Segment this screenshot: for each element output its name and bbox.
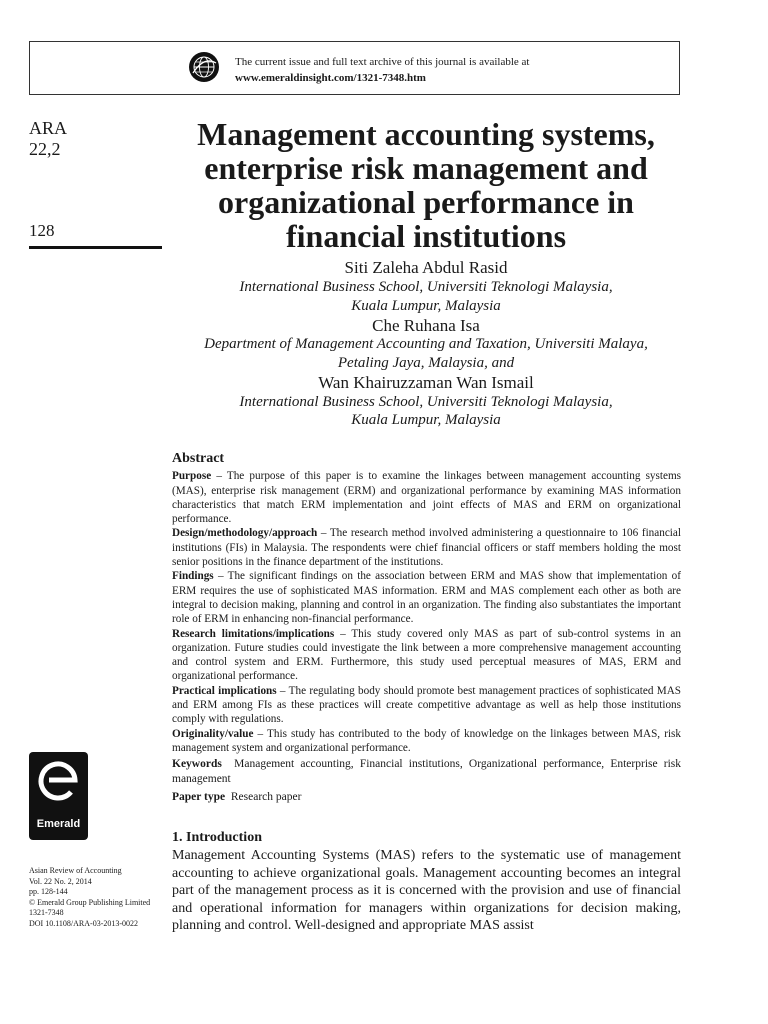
citation-line: Vol. 22 No. 2, 2014 (29, 876, 92, 886)
page-number: 128 (29, 221, 55, 240)
abstract-purpose (172, 469, 681, 526)
abstract-text: – This study covered only MAS as part of sub-control systems in an organization. Future studies could investigate the link between a more comprehensive management accounting and control system and ERM. Furthermore, this study used perceptual measures of MAS, ERM and organizational performance. (172, 627, 681, 683)
logo-text: Emerald (36, 818, 81, 830)
abstract-label: Originality/value (172, 727, 254, 740)
abstract-label: Findings (172, 570, 214, 583)
citation-line: 1321-7348 (29, 908, 64, 917)
abstract-label: Purpose (172, 470, 212, 483)
keywords-text: Management accounting, Financial institutions, Organizational performance, Enterprise risk management (172, 758, 681, 785)
author-affiliation: International Business School, Universiti Teknologi Malaysia, (239, 279, 613, 295)
keywords-label: Keywords (172, 758, 222, 771)
abstract-label: Research limitations/implications (172, 627, 335, 640)
abstract-originality (172, 727, 681, 756)
citation-doi: DOI 10.1108/ARA-03-2013-0022 (29, 918, 139, 928)
header-line: The current issue and full text archive of this journal is available at (235, 56, 530, 68)
abstract-text: – The significant findings on the association between ERM and MAS show that implementation of ERM requires the use of sophisticated MAS information. ERM and MAS complement each other as both are integral to decision making, planning and control in an organization. The finding also substantiates the important role of ERM in enhancing non-financial performance. (172, 570, 681, 626)
abstract-limitations (172, 627, 681, 684)
author-affiliation: International Business School, Universiti Teknologi Malaysia, (239, 394, 613, 410)
keywords (172, 757, 681, 786)
abstract-heading: Abstract (172, 451, 225, 466)
abstract-text: – The regulating body should promote best management practices of sophisticated MAS and ERM among FIs as these practices will create competitive advantage as well as help those institutions comply with regulations. (172, 684, 681, 726)
author-affiliation: Petaling Jaya, Malaysia, and (337, 355, 515, 371)
paper-type-text: Research paper (230, 791, 302, 804)
citation-line: pp. 128-144 (29, 887, 68, 896)
abstract-practical (172, 684, 681, 727)
abstract-label: Design/methodology/approach (172, 527, 318, 540)
introduction-body: Management Accounting Systems (MAS) refers to the systematic use of management accounting to achieve organizational goals. Management accounting becomes an integral part of the management process as it is concerned with the provision and use of financial and operational information for managers within organizations for decision making, planning and control. Well-designed and appropriate MAS assist (172, 848, 681, 933)
globe-icon (189, 52, 219, 82)
header-url-link[interactable]: www.emeraldinsight.com/1321-7348.htm (235, 72, 426, 84)
emerald-logo (29, 752, 88, 840)
abstract (172, 452, 681, 805)
journal-volume: 22,2 (29, 139, 61, 159)
abstract-label: Practical implications (172, 684, 277, 697)
introduction-section (172, 829, 681, 935)
article-title: Management accounting systems, enterprise risk management and organizational performance in financial institutions (197, 116, 655, 254)
author-affiliation: Department of Management Accounting and Taxation, Universiti Malaya, (204, 336, 648, 352)
citation-block (29, 866, 169, 929)
citation-line: Asian Review of Accounting (29, 866, 122, 875)
paper-type (172, 790, 681, 804)
paper-type-label: Paper type (172, 791, 226, 804)
author-name: Siti Zaleha Abdul Rasid (344, 258, 508, 277)
abstract-text: – The research method involved administering a questionnaire to 106 financial institutions (FIs) in Malaysia. The respondents were chief financial officers or staff members holding the most senior positions in the finance department of the institutions. (172, 527, 681, 569)
abstract-findings (172, 569, 681, 626)
emerald-e-icon (29, 752, 88, 818)
journal-abbrev: ARA (29, 118, 68, 138)
author-affiliation: Kuala Lumpur, Malaysia (351, 298, 501, 314)
page-number-rule (29, 246, 162, 249)
author-name: Wan Khairuzzaman Wan Ismail (318, 373, 534, 392)
abstract-design (172, 526, 681, 569)
citation-line: © Emerald Group Publishing Limited (29, 897, 151, 907)
journal-info (29, 118, 67, 160)
abstract-text: – The purpose of this paper is to examine the linkages between management accounting systems (MAS), enterprise risk management (ERM) and organizational performance by examining MAS information characteristics that match ERM implementation and joint effects of MAS and ERM on organizational performance. (172, 470, 681, 526)
author-name: Che Ruhana Isa (372, 316, 480, 335)
section-heading: 1. Introduction (172, 830, 262, 845)
header-text (235, 54, 529, 86)
abstract-text: – This study has contributed to the body of knowledge on the linkages between MAS, risk management system and organizational performance. (172, 727, 681, 754)
author-affiliation: Kuala Lumpur, Malaysia (351, 412, 501, 428)
journal-header-box (29, 41, 680, 95)
